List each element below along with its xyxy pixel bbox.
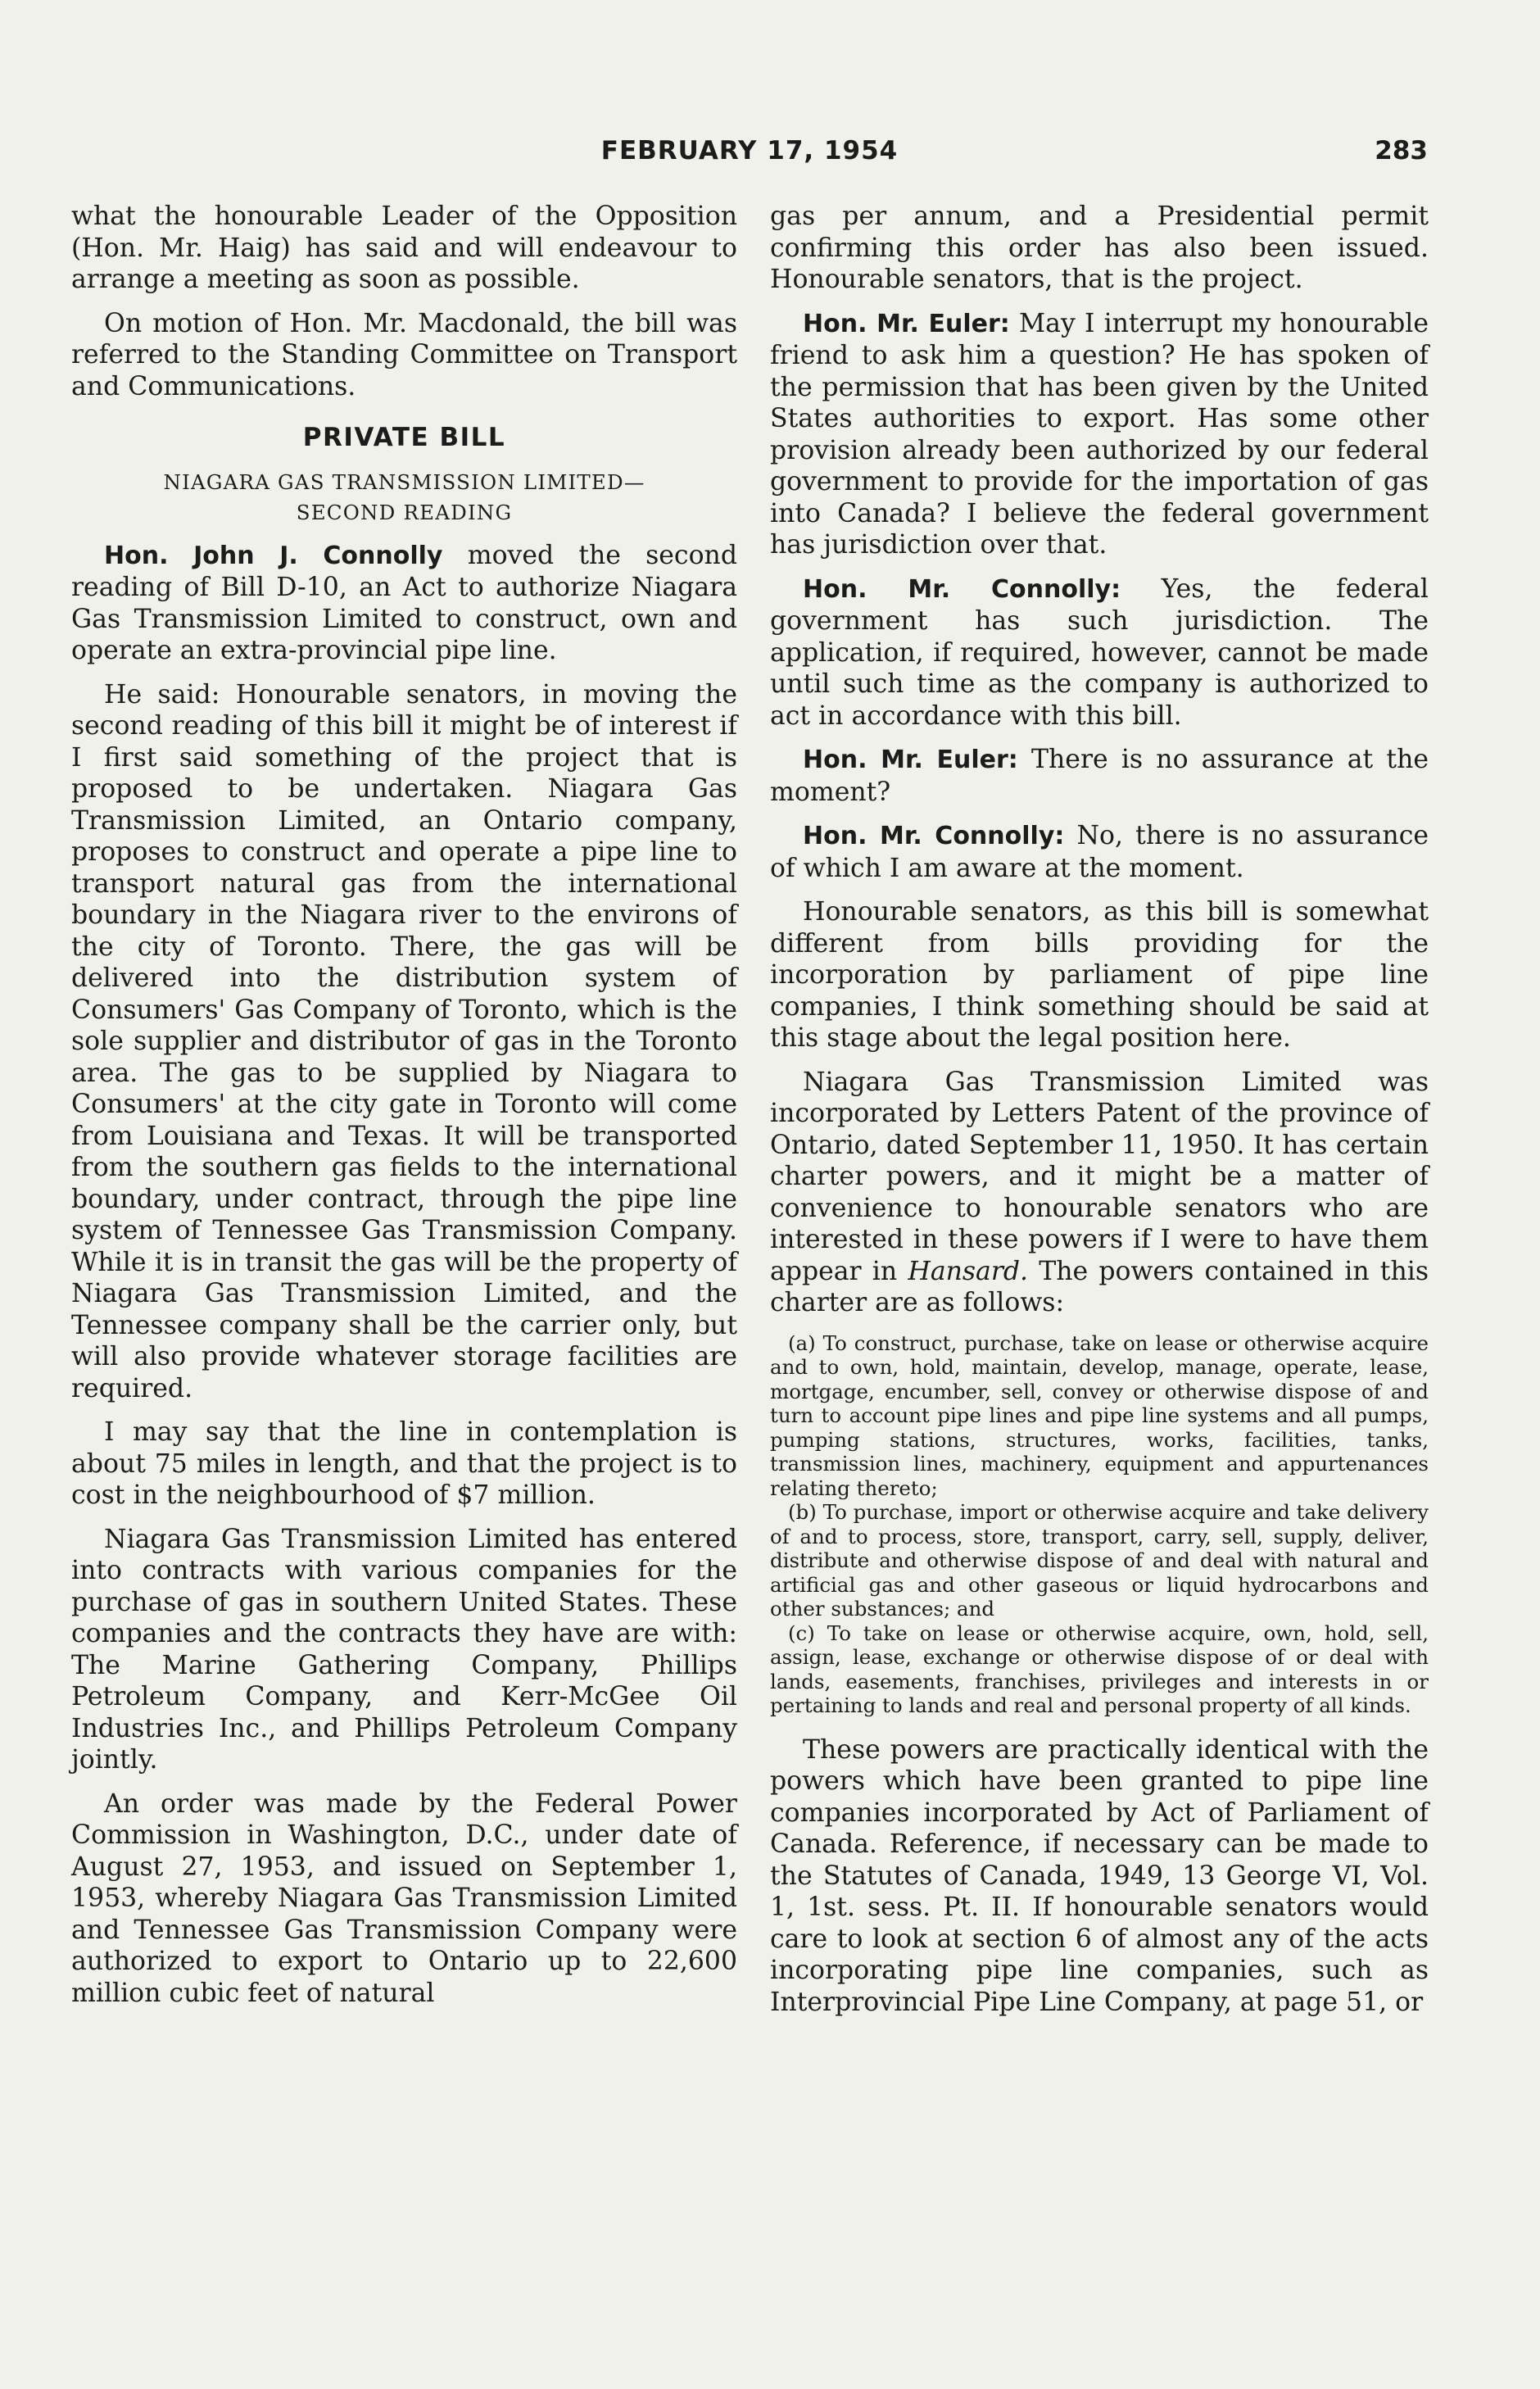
speech-text: No, there is no assurance of which I am aware at the moment. bbox=[770, 821, 1429, 883]
quote-item: (c) To take on lease or otherwise acquire, own, hold, sell, assign, lease, exchange or otherwise dispose of or deal with lands, easements, franchises, privileges and interests in or pertaining to lands and real and personal property of all kinds. bbox=[770, 1621, 1429, 1717]
speech-text: May I interrupt my honourable friend to ask him a question? He has spoken of the permission that has been given by the United States authorities to export. Has some other provision already been authorized by our federal government to provide for the importation of gas into Canada? I believe the federal government has jurisdiction over that. bbox=[770, 308, 1429, 560]
paragraph-text: The powers contained in this charter are as follows: bbox=[770, 1256, 1429, 1317]
speaker-name: Hon. Mr. Connolly: bbox=[803, 822, 1065, 850]
hansard-italic: Hansard. bbox=[908, 1256, 1029, 1286]
speaker-name: Hon. John J. Connolly bbox=[104, 541, 443, 570]
paragraph-text: Niagara Gas Transmission Limited was incorporated by Letters Patent of the province of Ontario, dated September 11, 1950. It has certain charter powers, and it might be a matter of convenience to honourable senators who are interested in these powers if I were to have them appear in bbox=[770, 1067, 1429, 1286]
speech-paragraph bbox=[770, 573, 1429, 732]
speech-paragraph bbox=[770, 308, 1429, 561]
quote-item: (b) To purchase, import or otherwise acquire and take delivery of and to process, store, transport, carry, sell, supply, deliver, distribute and otherwise dispose of and deal with natural and artificial gas and other gaseous or liquid hydrocarbons and other substances; and bbox=[770, 1500, 1429, 1621]
page-number: 283 bbox=[1375, 136, 1428, 165]
right-column bbox=[770, 201, 1429, 2030]
subheading-line: NIAGARA GAS TRANSMISSION LIMITED— bbox=[163, 469, 645, 494]
subheading-line: SECOND READING bbox=[296, 500, 513, 524]
paragraph: On motion of Hon. Mr. Macdonald, the bill was referred to the Standing Committee on Transport and Communications. bbox=[71, 308, 737, 401]
speech-text: There is no assurance at the moment? bbox=[770, 745, 1429, 807]
paragraph: He said: Honourable senators, in moving the second reading of this bill it might be of interest if I first said something of the project that is proposed to be undertaken. Niagara Gas Transmission Limited, an Ontario company, proposes to construct and operate a pipe line to transport natural gas from the international boundary in the Niagara river to the environs of the city of Toronto. There, the gas will be delivered into the distribution system of Consumers' Gas Company of Toronto, which is the sole supplier and distributor of gas in the Toronto area. The gas to be supplied by Niagara to Consumers' at the city gate in Toronto will come from Louisiana and Texas. It will be transported from the southern gas fields to the international boundary, under contract, through the pipe line system of Tennessee Gas Transmission Company. While it is in transit the gas will be the property of Niagara Gas Transmission Limited, and the Tennessee company shall be the carrier only, but will also provide whatever storage facilities are required. bbox=[71, 679, 737, 1403]
speech-paragraph bbox=[71, 540, 737, 667]
paragraph: These powers are practically identical with the powers which have been granted to pipe line companies incorporated by Act of Parliament of Canada. Reference, if necessary can be made to the Statutes of Canada, 1949, 13 George VI, Vol. 1, 1st. sess. Pt. II. If honourable senators would care to look at section 6 of almost any of the acts incorporating pipe line companies, such as Interprovincial Pipe Line Company, at page 51, or bbox=[770, 1734, 1429, 2017]
paragraph: An order was made by the Federal Power Commission in Washington, D.C., under date of August 27, 1953, and issued on September 1, 1953, whereby Niagara Gas Transmission Limited and Tennessee Gas Transmission Company were authorized to export to Ontario up to 22,600 million cubic feet of natural bbox=[71, 1788, 737, 2008]
paragraph: gas per annum, and a Presidential permit confirming this order has also been issued. Honourable senators, that is the project. bbox=[770, 202, 1429, 294]
speaker-name: Hon. Mr. Connolly: bbox=[803, 574, 1121, 604]
section-title: PRIVATE BILL bbox=[302, 423, 506, 452]
charter-quote bbox=[770, 1331, 1429, 1718]
speech-text: Yes, the federal government has such jurisdiction. The application, if required, however, cannot be made until such time as the company is authorized to act in accordance with this bill. bbox=[770, 573, 1429, 731]
quote-item: (a) To construct, purchase, take on lease or otherwise acquire and to own, hold, maintain, develop, manage, operate, lease, mortgage, encumber, sell, convey or otherwise dispose of and turn to account pipe lines and pipe line systems and all pumps, pumping stations, structures, works, facilities, tanks, transmission lines, machinery, equipment and appurtenances relating thereto; bbox=[770, 1330, 1429, 1500]
speech-text: moved the second reading of Bill D-10, an Act to authorize Niagara Gas Transmission Limited to construct, own and operate an extra-provincial pipe line. bbox=[71, 540, 737, 665]
paragraph: Niagara Gas Transmission Limited has entered into contracts with various companies for the purchase of gas in southern United States. These companies and the contracts they have are with: The Marine Gathering Company, Phillips Petroleum Company, and Kerr-McGee Oil Industries Inc., and Phillips Petroleum Company jointly. bbox=[71, 1524, 737, 1775]
speaker-name: Hon. Mr. Euler: bbox=[803, 746, 1018, 774]
speaker-name: Hon. Mr. Euler: bbox=[803, 309, 1010, 338]
running-header bbox=[71, 136, 1428, 177]
paragraph: I may say that the line in contemplation is about 75 miles in length, and that the project is to cost in the neighbourhood of $7 million. bbox=[71, 1417, 737, 1510]
paragraph bbox=[770, 1067, 1429, 1319]
subheading bbox=[71, 467, 737, 528]
paragraph: what the honourable Leader of the Opposition (Hon. Mr. Haig) has said and will endeavour to arrange a meeting as soon as possible. bbox=[71, 202, 737, 294]
speech-paragraph bbox=[770, 820, 1429, 884]
header-date: FEBRUARY 17, 1954 bbox=[600, 136, 899, 165]
left-column bbox=[71, 201, 737, 2021]
speech-paragraph bbox=[770, 744, 1429, 808]
paragraph: Honourable senators, as this bill is somewhat different from bills providing for the incorporation by parliament of pipe line companies, I think something should be said at this stage about the legal position here. bbox=[770, 897, 1429, 1053]
